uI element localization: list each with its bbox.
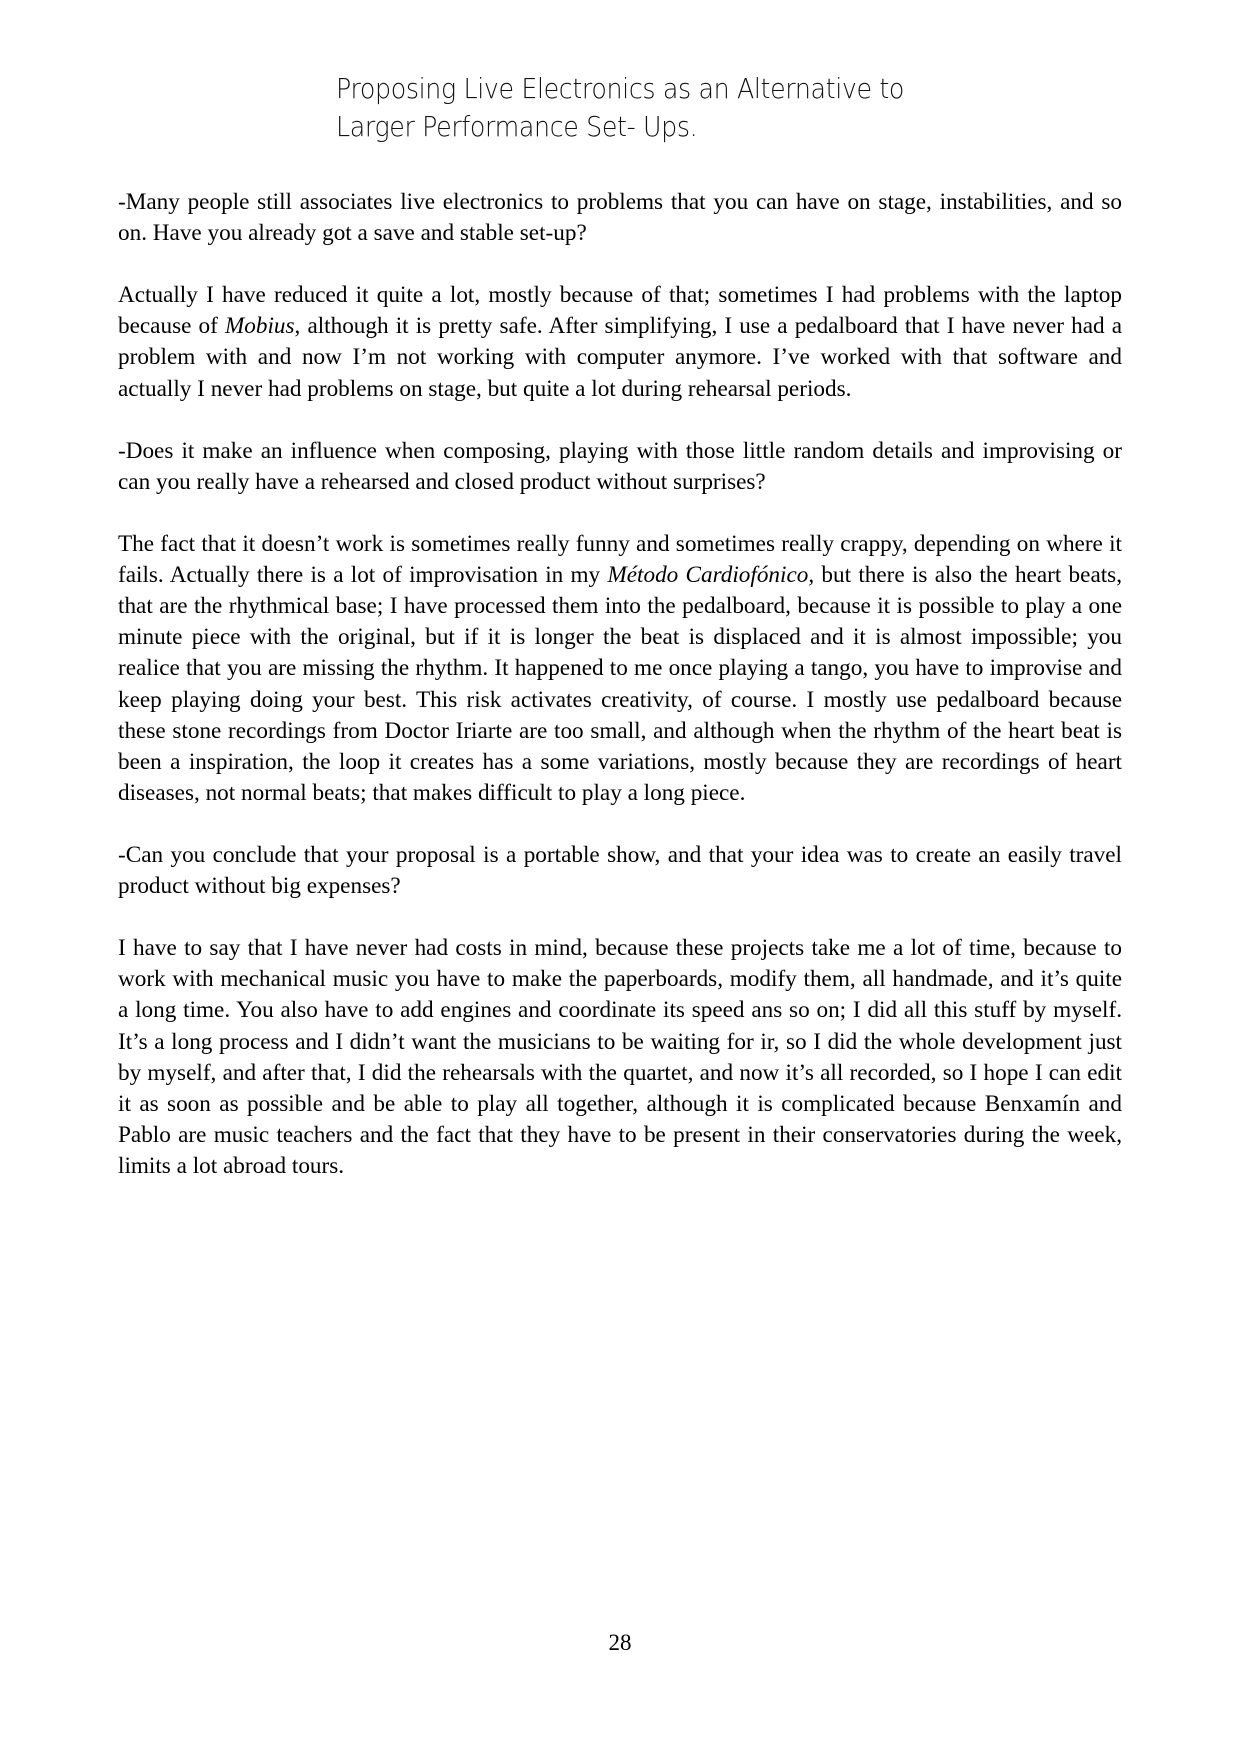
question-text: -Can you conclude that your proposal is a portable show, and that your idea was to create an easily travel product without big expenses? xyxy=(118,841,1122,900)
answer-text: The fact that it doesn’t work is sometimes really funny and sometimes really crappy, depending on where it fails. Actually there is a lot of improvisation in my xyxy=(118,531,1122,589)
software-title: Mobius xyxy=(224,313,295,340)
work-title: Método Cardiofónico xyxy=(607,562,809,589)
question-text: -Does it make an influence when composing, playing with those little random details and improvising or can you really have a rehearsed and closed product without surprises? xyxy=(118,437,1122,495)
answer-text: , although it is pretty safe. After simplifying, I use a pedalboard that I have never had a problem with and now I’m not working with computer anymore. I’ve worked with that software and actually I never had problems on stage, but quite a lot during rehearsal periods. xyxy=(118,313,1122,402)
interview-answer xyxy=(118,280,1122,404)
question-text: -Many people still associates live electronics to problems that you can have on stage, instabilities, and so on. Have you already got a save and stable set-up? xyxy=(118,189,1122,247)
interview-answer xyxy=(118,529,1122,809)
answer-text: Actually I have reduced it quite a lot, mostly because of that; sometimes I had problems with the laptop because of xyxy=(118,282,1122,340)
header-title-line-2: Larger Performance Set- Ups. xyxy=(336,111,698,143)
interview-answer xyxy=(118,933,1122,1182)
answer-text: I have to say that I have never had costs in mind, because these projects take me a lot of time, because to work with mechanical music you have to make the paperboards, modify them, all handmade, and it’s quite a long time. You also have to add engines and coordinate its speed ans so on; I did all this stuff by myself. It’s a long process and I didn’t want the musicians to be waiting for ir, so I did the whole development just by myself, and after that, I did the rehearsals with the quartet, and now it’s all recorded, so I hope I can edit it as soon as possible and be able to play all together, although it is complicated because Benxamín and Pablo are music teachers and the fact that they have to be present in their conservatories during the week, limits a lot abroad tours. xyxy=(118,935,1122,1179)
running-header xyxy=(336,70,980,146)
interview-question xyxy=(118,840,1122,902)
answer-text: , but there is also the heart beats, that are the rhythmical base; I have processed them into the pedalboard, because it is possible to play a one minute piece with the original, but if it is longer the beat is displaced and it is almost impossible; you realice that you are missing the rhythm. It happened to me once playing a tango, you have to improvise and keep playing doing your best. This risk activates creativity, of course. I mostly use pedalboard because these stone recordings from Doctor Iriarte are too small, and although when the rhythm of the heart beat is been a inspiration, the loop it creates has a some variations, mostly because they are recordings of heart diseases, not normal beats; that makes difficult to play a long piece. xyxy=(118,562,1122,806)
interview-body xyxy=(118,187,1122,1213)
header-title-line-1: Proposing Live Electronics as an Alternative to xyxy=(336,73,905,105)
interview-question xyxy=(118,187,1122,249)
interview-question xyxy=(118,436,1122,498)
page-number: 28 xyxy=(608,1630,632,1655)
